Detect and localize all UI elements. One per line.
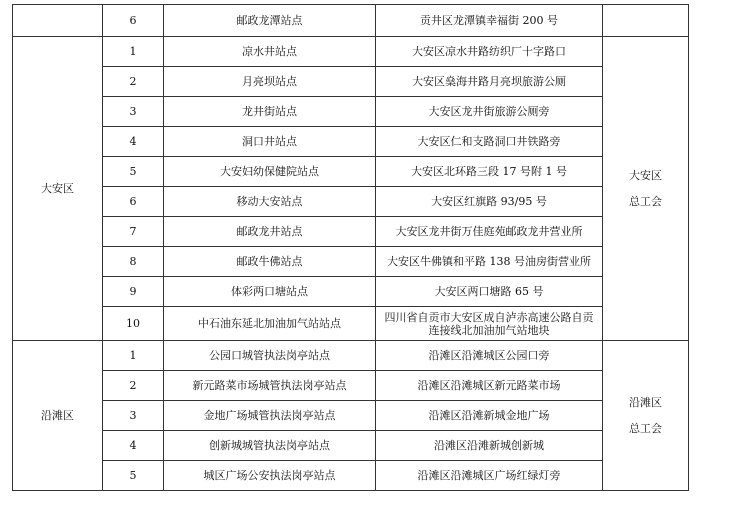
table-row [13, 67, 689, 97]
table-row [13, 187, 689, 217]
station-name: 创新城城管执法岗亭站点 [164, 431, 376, 461]
row-number: 8 [103, 247, 164, 277]
station-name: 体彩两口塘站点 [164, 277, 376, 307]
table-row [13, 431, 689, 461]
row-number: 6 [103, 5, 164, 37]
district-cell: 大安区 [13, 37, 103, 341]
row-number: 3 [103, 401, 164, 431]
station-name: 凉水井站点 [164, 37, 376, 67]
station-name: 邮政龙井站点 [164, 217, 376, 247]
union-label-line: 沿滩区 [629, 395, 662, 409]
table-row [13, 277, 689, 307]
row-number: 1 [103, 37, 164, 67]
station-address: 沿滩区沿滩新城金地广场 [376, 401, 603, 431]
station-address: 沿滩区沿滩城区公园口旁 [376, 341, 603, 371]
address-line: 连接线北加油加气站地块 [428, 323, 550, 337]
row-number: 10 [103, 307, 164, 341]
station-address: 大安区龙井街万佳庭苑邮政龙井营业所 [376, 217, 603, 247]
union-label-line: 总工会 [629, 421, 662, 435]
district-cell [13, 5, 103, 37]
station-name: 龙井街站点 [164, 97, 376, 127]
table-row [13, 97, 689, 127]
union-cell [603, 37, 689, 341]
row-number: 3 [103, 97, 164, 127]
row-number: 5 [103, 157, 164, 187]
station-name: 邮政牛佛站点 [164, 247, 376, 277]
row-number: 2 [103, 67, 164, 97]
union-label-line: 大安区 [629, 168, 662, 182]
table-row [13, 307, 689, 341]
row-number: 1 [103, 341, 164, 371]
station-name: 洞口井站点 [164, 127, 376, 157]
stations-table [12, 4, 689, 491]
union-cell [603, 341, 689, 491]
station-address: 大安区凉水井路纺织厂十字路口 [376, 37, 603, 67]
union-cell [603, 5, 689, 37]
row-number: 9 [103, 277, 164, 307]
station-name: 城区广场公安执法岗亭站点 [164, 461, 376, 491]
union-label-line: 总工会 [629, 194, 662, 208]
row-number: 4 [103, 431, 164, 461]
station-name: 中石油东延北加油加气站站点 [164, 307, 376, 341]
station-address: 大安区北环路三段 17 号附 1 号 [376, 157, 603, 187]
station-name: 移动大安站点 [164, 187, 376, 217]
station-name: 公园口城管执法岗亭站点 [164, 341, 376, 371]
table-row [13, 401, 689, 431]
station-address: 大安区红旗路 93/95 号 [376, 187, 603, 217]
station-address: 沿滩区沿滩新城创新城 [376, 431, 603, 461]
station-name: 邮政龙潭站点 [164, 5, 376, 37]
row-number: 5 [103, 461, 164, 491]
station-address: 沿滩区沿滩城区广场红绿灯旁 [376, 461, 603, 491]
address-line: 四川省自贡市大安区成自泸赤高速公路自贡 [384, 310, 594, 324]
table-row [13, 247, 689, 277]
table-row [13, 461, 689, 491]
station-address: 大安区龙井街旅游公厕旁 [376, 97, 603, 127]
station-address: 大安区两口塘路 65 号 [376, 277, 603, 307]
table-row [13, 217, 689, 247]
station-name: 新元路菜市场城管执法岗亭站点 [164, 371, 376, 401]
row-number: 7 [103, 217, 164, 247]
district-cell: 沿滩区 [13, 341, 103, 491]
table-row [13, 371, 689, 401]
row-number: 4 [103, 127, 164, 157]
station-address [376, 307, 603, 341]
station-address: 大安区牛佛镇和平路 138 号油房街营业所 [376, 247, 603, 277]
table-row [13, 37, 689, 67]
row-number: 2 [103, 371, 164, 401]
station-name: 月亮坝站点 [164, 67, 376, 97]
station-address: 沿滩区沿滩城区新元路菜市场 [376, 371, 603, 401]
table-row [13, 127, 689, 157]
row-number: 6 [103, 187, 164, 217]
station-name: 大安妇幼保健院站点 [164, 157, 376, 187]
station-address: 大安区仁和支路洞口井铁路旁 [376, 127, 603, 157]
table-row [13, 341, 689, 371]
station-address: 大安区燊海井路月亮坝旅游公厕 [376, 67, 603, 97]
station-address: 贡井区龙潭镇幸福街 200 号 [376, 5, 603, 37]
station-name: 金地广场城管执法岗亭站点 [164, 401, 376, 431]
table-row [13, 157, 689, 187]
table-row [13, 5, 689, 37]
